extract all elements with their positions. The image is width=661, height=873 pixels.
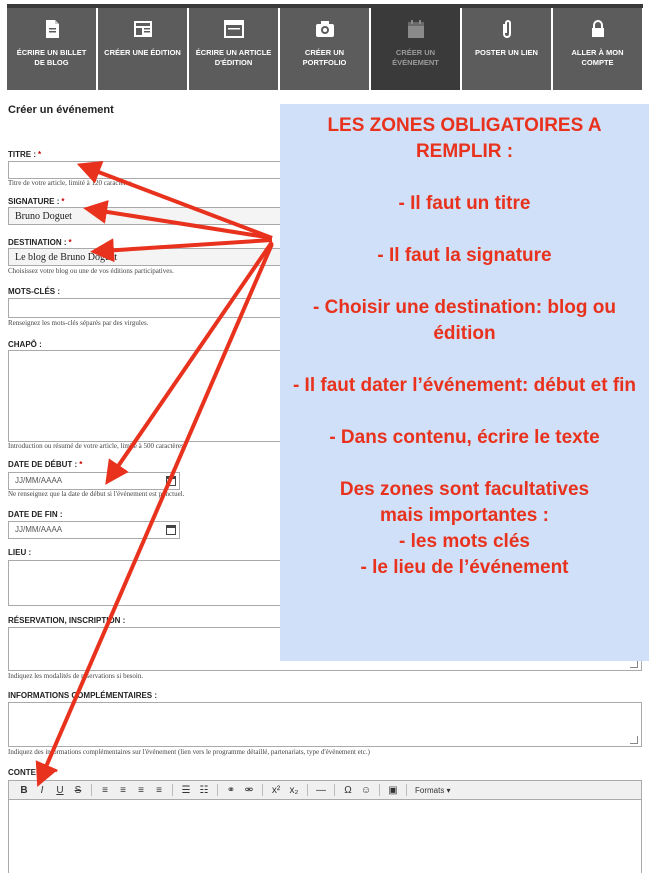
italic-icon[interactable]: I xyxy=(40,784,44,796)
annotation-line: - les mots clés xyxy=(399,531,530,552)
special-char-icon[interactable]: Ω xyxy=(344,784,352,796)
date-debut-input[interactable] xyxy=(8,472,180,490)
editor-toolbar xyxy=(8,780,642,800)
reservation-label: RÉSERVATION, INSCRIPTION : xyxy=(8,616,126,625)
annotation-line: - le lieu de l’événement xyxy=(360,557,569,578)
newspaper-icon xyxy=(132,18,154,40)
toolbar-create-edition[interactable] xyxy=(98,8,187,90)
annotation-line: - Il faut la signature xyxy=(377,245,552,266)
resize-handle[interactable] xyxy=(630,736,638,744)
mots-cles-label: MOTS-CLÉS : xyxy=(8,287,60,296)
toolbar-label: CRÉER UN ÉVÉNEMENT xyxy=(392,48,439,67)
date-debut-hint: Ne renseignez que la date de début si l'événement est ponctuel. xyxy=(8,490,185,498)
toolbar-post-link[interactable] xyxy=(462,8,551,90)
calendar-icon[interactable] xyxy=(166,476,176,486)
toolbar-label: POSTER UN LIEN xyxy=(475,48,538,57)
toolbar-separator xyxy=(379,784,380,796)
paperclip-icon xyxy=(496,18,518,40)
formats-dropdown[interactable]: Formats ▾ xyxy=(415,785,451,795)
toolbar-label: CRÉER UN PORTFOLIO xyxy=(302,48,347,67)
toolbar-write-edition-article[interactable] xyxy=(189,8,278,90)
toolbar-separator xyxy=(172,784,173,796)
chapo-label: CHAPÔ : xyxy=(8,340,42,349)
toolbar-label: ÉCRIRE UN ARTICLE D'ÉDITION xyxy=(195,48,272,67)
calendar-icon[interactable] xyxy=(166,525,176,535)
toolbar-label: ÉCRIRE UN BILLET DE BLOG xyxy=(16,48,87,67)
unlink-icon[interactable]: ⚮ xyxy=(244,784,254,796)
toolbar-separator xyxy=(334,784,335,796)
chapo-hint: Introduction ou résumé de votre article, limité à 500 caractères. xyxy=(8,442,186,450)
lock-icon xyxy=(587,18,609,40)
horizontal-rule-icon[interactable]: — xyxy=(316,784,326,796)
toolbar-create-portfolio[interactable] xyxy=(280,8,369,90)
numbered-list-icon[interactable]: ☷ xyxy=(199,784,209,796)
align-left-icon[interactable]: ≡ xyxy=(102,784,108,796)
infos-label: INFORMATIONS COMPLÉMENTAIRES : xyxy=(8,691,158,700)
annotation-line: Des zones sont facultatives mais importantes : xyxy=(339,479,590,526)
destination-hint: Choisissez votre blog ou une de vos éditions participatives. xyxy=(8,267,174,275)
annotation-line: - Choisir une destination: blog ou édition xyxy=(313,297,616,344)
toolbar-separator xyxy=(406,784,407,796)
annotation-line: - Dans contenu, écrire le texte xyxy=(329,427,600,448)
window-icon xyxy=(223,18,245,40)
destination-label: DESTINATION : * xyxy=(8,238,72,247)
strikethrough-icon[interactable]: S xyxy=(74,784,82,796)
annotation-line: - Il faut dater l’événement: début et fin xyxy=(292,375,637,396)
contenu-label: CONTENU : * xyxy=(8,768,58,777)
contenu-editor[interactable] xyxy=(8,800,642,873)
reservation-hint: Indiquez les modalités de réservations si besoin. xyxy=(8,672,144,680)
link-icon[interactable]: ⚭ xyxy=(226,784,236,796)
date-debut-placeholder: JJ/MM/AAAA xyxy=(15,476,63,485)
form-title: Créer un événement xyxy=(8,104,114,116)
annotation-heading: LES ZONES OBLIGATOIRES A REMPLIR : xyxy=(327,115,602,162)
toolbar-separator xyxy=(307,784,308,796)
document-icon xyxy=(41,18,63,40)
superscript-icon[interactable]: x² xyxy=(271,784,281,796)
toolbar-label: CRÉER UNE ÉDITION xyxy=(104,48,181,57)
signature-input[interactable]: Bruno Doguet xyxy=(8,207,642,225)
toolbar-separator xyxy=(217,784,218,796)
titre-label: TITRE : * xyxy=(8,150,42,159)
mots-cles-hint: Renseignez les mots-clés séparés par des virgules. xyxy=(8,319,149,327)
calendar-icon xyxy=(405,18,427,40)
date-fin-label: DATE DE FIN : xyxy=(8,510,63,519)
lieu-label: LIEU : xyxy=(8,548,32,557)
infos-textarea[interactable] xyxy=(8,702,642,747)
date-debut-label: DATE DE DÉBUT : * xyxy=(8,460,83,469)
align-justify-icon[interactable]: ≡ xyxy=(156,784,162,796)
camera-icon xyxy=(314,18,336,40)
toolbar-create-event[interactable] xyxy=(371,8,460,90)
toolbar-separator xyxy=(91,784,92,796)
image-icon[interactable]: ▣ xyxy=(388,784,398,796)
infos-hint: Indiquez des informations complémentaires sur l'événement (lien vers le programme détaillé, partenariats, type d'événement etc.) xyxy=(8,748,370,756)
toolbar-separator xyxy=(262,784,263,796)
emoticon-icon[interactable]: ☺ xyxy=(360,784,372,796)
subscript-icon[interactable]: x₂ xyxy=(289,784,299,796)
bullet-list-icon[interactable]: ☰ xyxy=(181,784,191,796)
underline-icon[interactable]: U xyxy=(56,784,64,796)
date-fin-input[interactable] xyxy=(8,521,180,539)
bold-icon[interactable]: B xyxy=(20,784,28,796)
resize-handle[interactable] xyxy=(630,660,638,668)
annotation-box xyxy=(280,104,649,661)
toolbar-label: ALLER À MON COMPTE xyxy=(571,48,624,67)
toolbar-my-account[interactable] xyxy=(553,8,642,90)
signature-label: SIGNATURE : * xyxy=(8,197,65,206)
destination-select[interactable]: Le blog de Bruno Doguet xyxy=(8,248,642,266)
align-right-icon[interactable]: ≡ xyxy=(138,784,144,796)
top-toolbar xyxy=(7,8,643,90)
align-center-icon[interactable]: ≡ xyxy=(120,784,126,796)
date-fin-placeholder: JJ/MM/AAAA xyxy=(15,525,63,534)
titre-hint: Titre de votre article, limité à 120 caractères. xyxy=(8,179,134,187)
annotation-line: - Il faut un titre xyxy=(398,193,531,214)
toolbar-write-blog-post[interactable] xyxy=(7,8,96,90)
